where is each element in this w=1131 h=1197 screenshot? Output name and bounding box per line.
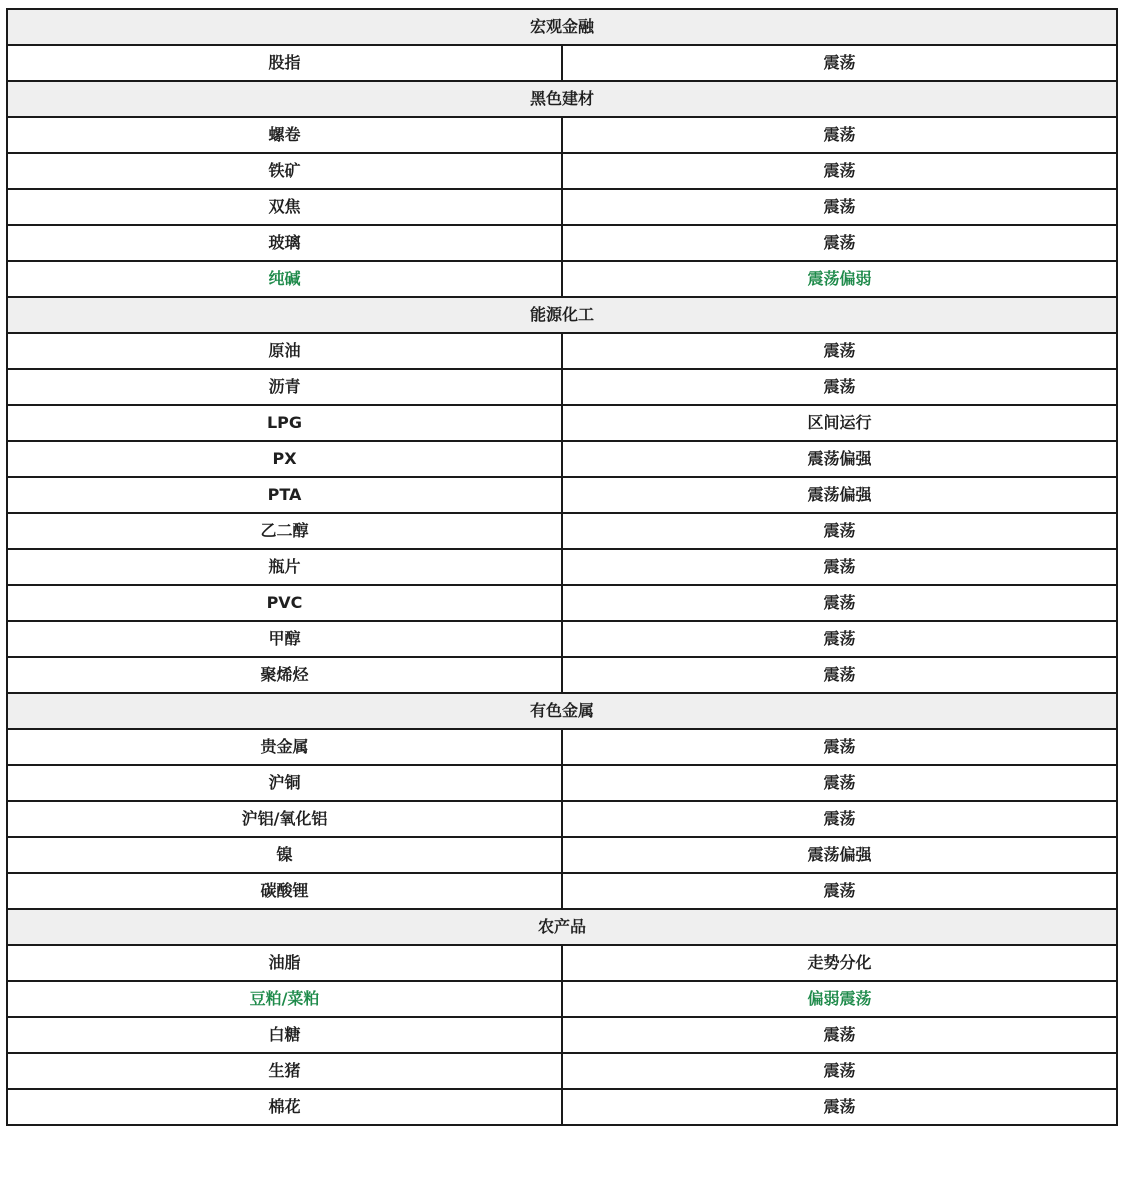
table-row	[7, 621, 1117, 657]
section-header-row	[7, 81, 1117, 117]
table-row	[7, 1089, 1117, 1125]
trend-outlook: 震荡	[562, 621, 1117, 657]
trend-outlook: 震荡偏强	[562, 477, 1117, 513]
section-title: 宏观金融	[7, 9, 1117, 45]
section-header-row	[7, 693, 1117, 729]
table-row	[7, 513, 1117, 549]
commodity-name: 股指	[7, 45, 562, 81]
commodity-name: 聚烯烃	[7, 657, 562, 693]
table-row	[7, 945, 1117, 981]
trend-outlook: 震荡	[562, 189, 1117, 225]
trend-outlook: 震荡	[562, 585, 1117, 621]
trend-outlook: 震荡偏弱	[562, 261, 1117, 297]
table-row	[7, 261, 1117, 297]
commodity-name: 生猪	[7, 1053, 562, 1089]
commodity-name: 螺卷	[7, 117, 562, 153]
table-row	[7, 981, 1117, 1017]
commodity-name: 玻璃	[7, 225, 562, 261]
table-row	[7, 837, 1117, 873]
commodity-name: PTA	[7, 477, 562, 513]
section-header-row	[7, 909, 1117, 945]
commodity-name: 铁矿	[7, 153, 562, 189]
commodity-name: PVC	[7, 585, 562, 621]
trend-outlook: 震荡	[562, 729, 1117, 765]
section-header-row	[7, 297, 1117, 333]
commodity-name: 沪铝/氧化铝	[7, 801, 562, 837]
commodity-name: 贵金属	[7, 729, 562, 765]
trend-outlook: 震荡	[562, 657, 1117, 693]
table-row	[7, 189, 1117, 225]
trend-outlook: 震荡	[562, 549, 1117, 585]
section-title: 黑色建材	[7, 81, 1117, 117]
trend-outlook: 区间运行	[562, 405, 1117, 441]
table-row	[7, 729, 1117, 765]
table-row	[7, 477, 1117, 513]
table-row	[7, 1053, 1117, 1089]
commodity-name: 瓶片	[7, 549, 562, 585]
commodity-name: 甲醇	[7, 621, 562, 657]
trend-outlook: 走势分化	[562, 945, 1117, 981]
commodity-name: 原油	[7, 333, 562, 369]
section-title: 能源化工	[7, 297, 1117, 333]
trend-outlook: 震荡偏强	[562, 441, 1117, 477]
table-row	[7, 405, 1117, 441]
trend-outlook: 震荡	[562, 1017, 1117, 1053]
commodity-name: 乙二醇	[7, 513, 562, 549]
trend-outlook: 震荡	[562, 153, 1117, 189]
trend-outlook: 震荡	[562, 369, 1117, 405]
commodity-name: LPG	[7, 405, 562, 441]
table-row	[7, 225, 1117, 261]
commodity-name: 纯碱	[7, 261, 562, 297]
trend-outlook: 震荡	[562, 801, 1117, 837]
commodity-name: 棉花	[7, 1089, 562, 1125]
commodity-name: 豆粕/菜粕	[7, 981, 562, 1017]
commodity-name: 白糖	[7, 1017, 562, 1053]
trend-outlook: 震荡	[562, 513, 1117, 549]
trend-outlook: 震荡	[562, 225, 1117, 261]
trend-outlook: 震荡偏强	[562, 837, 1117, 873]
futures-trend-table	[6, 8, 1118, 1126]
table-row	[7, 657, 1117, 693]
trend-outlook: 震荡	[562, 45, 1117, 81]
trend-outlook: 震荡	[562, 1053, 1117, 1089]
table-row	[7, 765, 1117, 801]
trend-outlook: 震荡	[562, 765, 1117, 801]
table-row	[7, 117, 1117, 153]
table-body	[7, 9, 1117, 1125]
commodity-name: 碳酸锂	[7, 873, 562, 909]
trend-outlook: 偏弱震荡	[562, 981, 1117, 1017]
commodity-name: 双焦	[7, 189, 562, 225]
table-row	[7, 441, 1117, 477]
trend-outlook: 震荡	[562, 1089, 1117, 1125]
table-row	[7, 369, 1117, 405]
table-row	[7, 45, 1117, 81]
commodity-name: 沥青	[7, 369, 562, 405]
trend-outlook: 震荡	[562, 333, 1117, 369]
section-header-row	[7, 9, 1117, 45]
section-title: 有色金属	[7, 693, 1117, 729]
section-title: 农产品	[7, 909, 1117, 945]
table-row	[7, 585, 1117, 621]
table-row	[7, 873, 1117, 909]
trend-outlook: 震荡	[562, 873, 1117, 909]
table-row	[7, 153, 1117, 189]
table-row	[7, 333, 1117, 369]
table-row	[7, 801, 1117, 837]
commodity-name: 镍	[7, 837, 562, 873]
table-row	[7, 1017, 1117, 1053]
commodity-name: 油脂	[7, 945, 562, 981]
trend-outlook: 震荡	[562, 117, 1117, 153]
table-row	[7, 549, 1117, 585]
commodity-name: 沪铜	[7, 765, 562, 801]
commodity-name: PX	[7, 441, 562, 477]
